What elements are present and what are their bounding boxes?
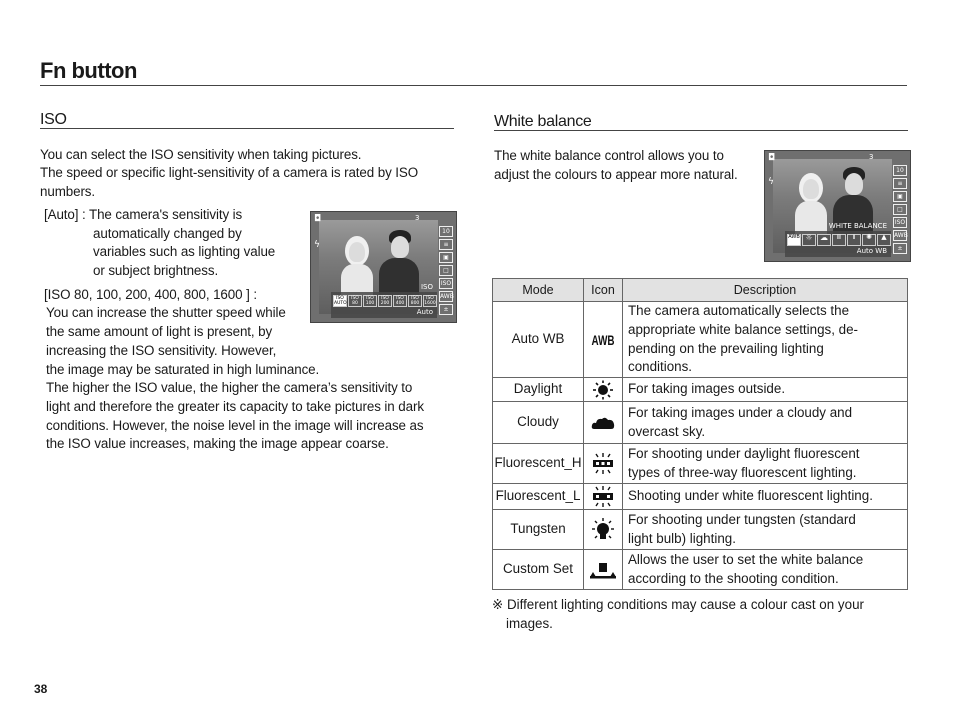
table-row [493, 302, 908, 378]
iso-option-200[interactable]: ISO 200 [378, 295, 392, 307]
table-header-row [493, 279, 908, 302]
page-number: 38 [34, 682, 48, 696]
quality-icon: ≡ [439, 239, 453, 250]
lcd-menu-label: ISO [420, 283, 433, 291]
iso-auto-text: variables such as lighting value [93, 244, 276, 259]
drive-icon: □ [439, 265, 453, 276]
wb-option-fluor-h[interactable]: Ⅲ [832, 234, 846, 246]
iso-intro-line: numbers. [40, 184, 96, 199]
size-icon: 10 [439, 226, 453, 237]
drive-icon: □ [893, 204, 907, 215]
iso-option-800[interactable]: ISO 800 [408, 295, 422, 307]
iso-manual-text: light and therefore the greater its capacity to take pictures in dark [46, 399, 424, 414]
iso-manual-text: You can increase the shutter speed while [46, 305, 286, 320]
description-cell: For taking images under a cloudy and overcast sky. [623, 402, 908, 444]
lcd-selected-label: Auto [416, 308, 433, 316]
iso-manual-text: increasing the ISO sensitivity. However, [46, 343, 277, 358]
wb-option-custom[interactable]: ▲ [877, 234, 891, 246]
table-row [493, 402, 908, 444]
shots-remaining: 3 [869, 153, 874, 161]
wb-option-cloudy[interactable]: ☁ [817, 234, 831, 246]
iso-manual-text: the image may be saturated in high luminance. [46, 362, 320, 377]
quality-icon: ≡ [893, 178, 907, 189]
mode-cell: Fluorescent_H [493, 444, 584, 484]
iso-auto-text: automatically changed by [93, 226, 242, 241]
description-cell: The camera automatically selects the appropriate white balance settings, de- pending on the prevailing lighting conditions. [623, 302, 908, 378]
cloud-icon [584, 402, 623, 444]
note-line: ※ Different lighting conditions may cause a colour cast on your [492, 597, 864, 612]
iso-side-icon: ISO [894, 219, 906, 226]
description-cell: For taking images outside. [623, 378, 908, 402]
iso-option-80[interactable]: ISO 80 [348, 295, 362, 307]
iso-intro-line: You can select the ISO sensitivity when taking pictures. [40, 147, 362, 162]
wb-note [492, 596, 864, 633]
mode-cell: Tungsten [493, 510, 584, 550]
wb-option-strip [785, 222, 891, 257]
shots-remaining: 3 [415, 214, 420, 222]
iso-manual-text: [ISO 80, 100, 200, 400, 800, 1600 ] : [44, 287, 257, 302]
camera-mode-icon: ◘ [314, 214, 322, 224]
description-cell: Shooting under white fluorescent lighting. [623, 484, 908, 510]
title-divider [40, 85, 907, 86]
lcd-selected-label: Auto WB [856, 247, 887, 255]
ev-side-icon: ± [439, 304, 453, 315]
svg-text:AWB: AWB [591, 331, 615, 348]
iso-manual-text: the ISO value increases, making the image appear coarse. [46, 436, 389, 451]
wb-lcd-preview [764, 150, 911, 262]
wb-option-awb[interactable]: AWB [787, 234, 801, 246]
table-row [493, 378, 908, 402]
wb-option-fluor-l[interactable]: Ⅱ [847, 234, 861, 246]
iso-heading-rule [40, 128, 454, 129]
mode-cell: Auto WB [493, 302, 584, 378]
metering-icon: ▣ [439, 252, 453, 263]
description-cell: Allows the user to set the white balance according to the shooting condition. [623, 550, 908, 590]
custom-set-icon [584, 550, 623, 590]
wb-intro-line: adjust the colours to appear more natural. [494, 167, 738, 182]
iso-option-100[interactable]: ISO 100 [363, 295, 377, 307]
wb-option-daylight[interactable]: ☼ [802, 234, 816, 246]
mode-cell: Fluorescent_L [493, 484, 584, 510]
column-header: Icon [584, 279, 623, 302]
iso-manual-text: The higher the ISO value, the higher the camera’s sensitivity to [46, 380, 413, 395]
wb-intro-line: The white balance control allows you to [494, 148, 724, 163]
table-row [493, 484, 908, 510]
lcd-person [349, 242, 365, 262]
awb-icon [584, 302, 623, 378]
fluorescent-h-icon [584, 444, 623, 484]
table-row [493, 444, 908, 484]
wb-mode-table [492, 278, 908, 590]
note-line: images. [506, 615, 553, 631]
iso-option-400[interactable]: ISO 400 [393, 295, 407, 307]
tungsten-icon [584, 510, 623, 550]
wb-heading-rule [494, 130, 908, 131]
mode-cell: Cloudy [493, 402, 584, 444]
description-cell: For shooting under tungsten (standard light bulb) lighting. [623, 510, 908, 550]
size-icon: 10 [893, 165, 907, 176]
table-row [493, 510, 908, 550]
wb-heading: White balance [494, 113, 592, 130]
ev-side-icon: ± [893, 243, 907, 254]
camera-mode-icon: ◘ [768, 153, 776, 163]
wb-side-icon: AWB [440, 293, 454, 300]
iso-lcd-preview [310, 211, 457, 323]
mode-cell: Custom Set [493, 550, 584, 590]
iso-auto-text: or subject brightness. [93, 263, 219, 278]
column-header: Description [623, 279, 908, 302]
iso-option-auto[interactable]: ISO AUTO [334, 296, 347, 306]
table-row [493, 550, 908, 590]
lcd-person [845, 173, 863, 195]
iso-side-icon: ISO [440, 280, 452, 287]
flash-icon: ϟ [314, 240, 320, 250]
wb-side-icon: AWB [894, 232, 908, 239]
mode-cell: Daylight [493, 378, 584, 402]
column-header: Mode [493, 279, 584, 302]
lcd-person [391, 236, 409, 258]
iso-option-1600[interactable]: ISO 1600 [424, 296, 436, 306]
metering-icon: ▣ [893, 191, 907, 202]
lcd-person [803, 179, 819, 199]
description-cell: For shooting under daylight fluorescent types of three-way fluorescent lighting. [623, 444, 908, 484]
flash-icon: ϟ [768, 177, 774, 187]
lcd-menu-label: WHITE BALANCE [828, 222, 887, 230]
fluorescent-l-icon [584, 484, 623, 510]
page-title: Fn button [40, 58, 137, 83]
sun-icon [584, 378, 623, 402]
iso-intro-line: The speed or specific light-sensitivity of a camera is rated by ISO [40, 165, 419, 180]
iso-option-strip [331, 283, 437, 318]
iso-heading: ISO [40, 111, 67, 128]
iso-manual-text: conditions. However, the noise level in the image will increase as [46, 418, 424, 433]
iso-auto-text: [Auto] : The camera's sensitivity is [44, 207, 243, 222]
iso-manual-text: the same amount of light is present, by [46, 324, 273, 339]
wb-option-tungsten[interactable]: ✺ [862, 234, 876, 246]
